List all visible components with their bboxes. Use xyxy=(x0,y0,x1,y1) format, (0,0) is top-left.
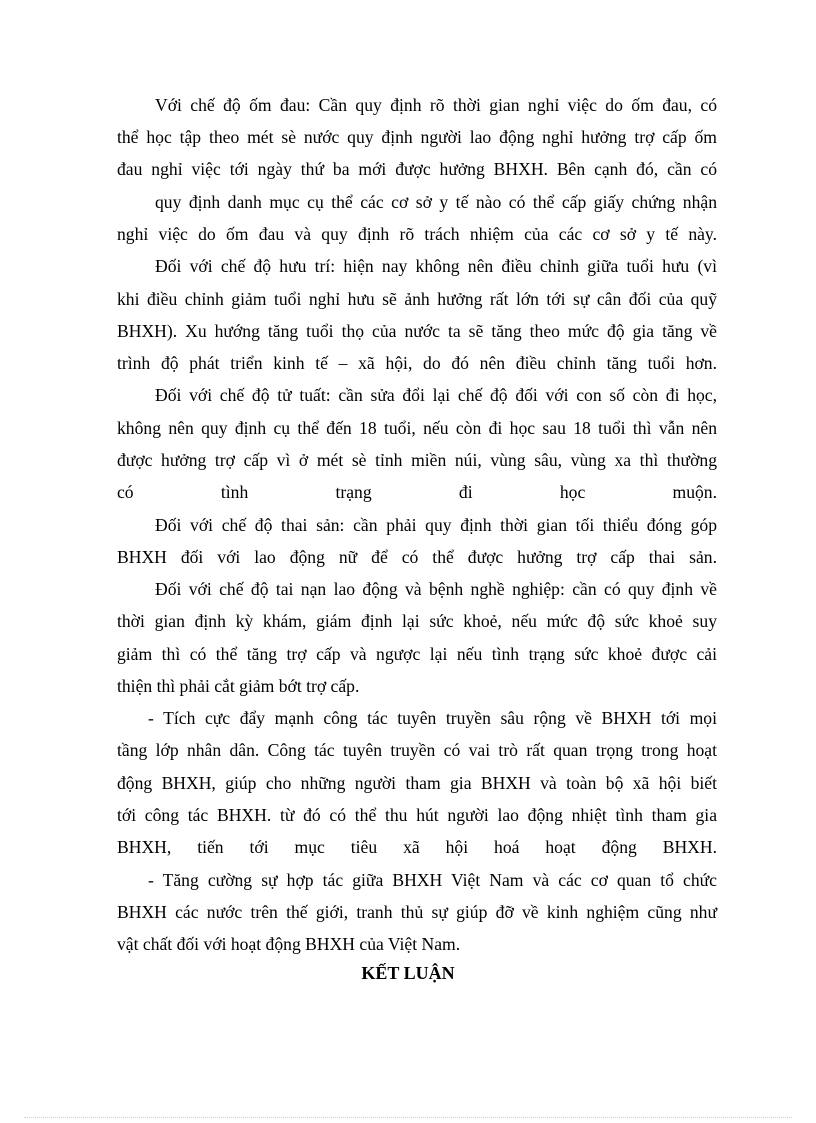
text-line: - Tăng cường sự hợp tác giữa BHXH Việt Nam và các cơ quan tổ chức xyxy=(148,870,717,890)
text-line: có tình trạng đi học muộn. xyxy=(117,482,717,502)
text-line: Đối với chế độ thai sản: cần phải quy định thời gian tối thiểu đóng góp xyxy=(155,515,717,535)
text-line: Đối với chế độ tai nạn lao động và bệnh nghề nghiệp: cần có quy định về xyxy=(155,579,717,599)
text-line: tầng lớp nhân dân. Công tác tuyên truyền có vai trò rất quan trọng trong hoạt xyxy=(117,740,717,760)
text-line: trình độ phát triển kinh tế – xã hội, do đó nên điều chỉnh tăng tuổi hơn. xyxy=(117,353,717,373)
text-line: BHXH, tiến tới mục tiêu xã hội hoá hoạt động BHXH. xyxy=(117,837,717,857)
text-line: không nên quy định cụ thể đến 18 tuổi, nếu còn đi học sau 18 tuổi thì vẫn nên xyxy=(117,418,717,438)
text-line: BHXH các nước trên thế giới, tranh thủ sự giúp đỡ về kinh nghiệm cũng như xyxy=(117,902,717,922)
text-line: thiện thì phải cắt giảm bớt trợ cấp. xyxy=(117,676,360,696)
text-line: giảm thì có thể tăng trợ cấp và ngược lại nếu tình trạng sức khoẻ được cải xyxy=(117,644,717,664)
text-line: Với chế độ ốm đau: Cần quy định rõ thời gian nghỉ việc do ốm đau, có xyxy=(155,95,717,115)
text-line: vật chất đối với hoạt động BHXH của Việt Nam. xyxy=(117,934,461,954)
text-line: khi điều chỉnh giảm tuổi nghỉ hưu sẽ ảnh hưởng rất lớn tới sự cân đối của quỹ xyxy=(117,289,717,309)
text-line: Đối với chế độ hưu trí: hiện nay không nên điều chỉnh giữa tuổi hưu (vì xyxy=(155,256,717,276)
text-line: động BHXH, giúp cho những người tham gia BHXH và toàn bộ xã hội biết xyxy=(117,773,717,793)
text-line: BHXH đối với lao động nữ để có thể được hưởng trợ cấp thai sản. xyxy=(117,547,717,567)
text-line: Đối với chế độ tử tuất: cần sửa đổi lại chế độ đối với con số còn đi học, xyxy=(155,385,717,405)
text-line: nghỉ việc do ốm đau và quy định rõ trách nhiệm của các cơ sở y tế này. xyxy=(117,224,717,244)
text-line: thể học tập theo mét sè nước quy định người lao động nghỉ hưởng trợ cấp ốm xyxy=(117,127,717,147)
text-line: - Tích cực đẩy mạnh công tác tuyên truyền sâu rộng về BHXH tới mọi xyxy=(148,708,717,728)
text-line: BHXH). Xu hướng tăng tuổi thọ của nước ta sẽ tăng theo mức độ gia tăng về xyxy=(117,321,717,341)
text-line: đau nghỉ việc tới ngày thứ ba mới được hưởng BHXH. Bên cạnh đó, cần có xyxy=(117,159,717,179)
text-line: được hưởng trợ cấp vì ở mét sè tỉnh miền núi, vùng sâu, vùng xa thì thường xyxy=(117,450,717,470)
text-line: quy định danh mục cụ thể các cơ sở y tế nào có thể cấp giấy chứng nhận xyxy=(155,192,717,212)
section-heading: KẾT LUẬN xyxy=(361,963,455,983)
text-line: thời gian định kỳ khám, giám định lại sức khoẻ, nếu mức độ sức khoẻ suy xyxy=(117,611,717,631)
page-bottom-rule xyxy=(24,1117,792,1118)
text-line: tới công tác BHXH. từ đó có thể thu hút người lao động nhiệt tình tham gia xyxy=(117,805,717,825)
